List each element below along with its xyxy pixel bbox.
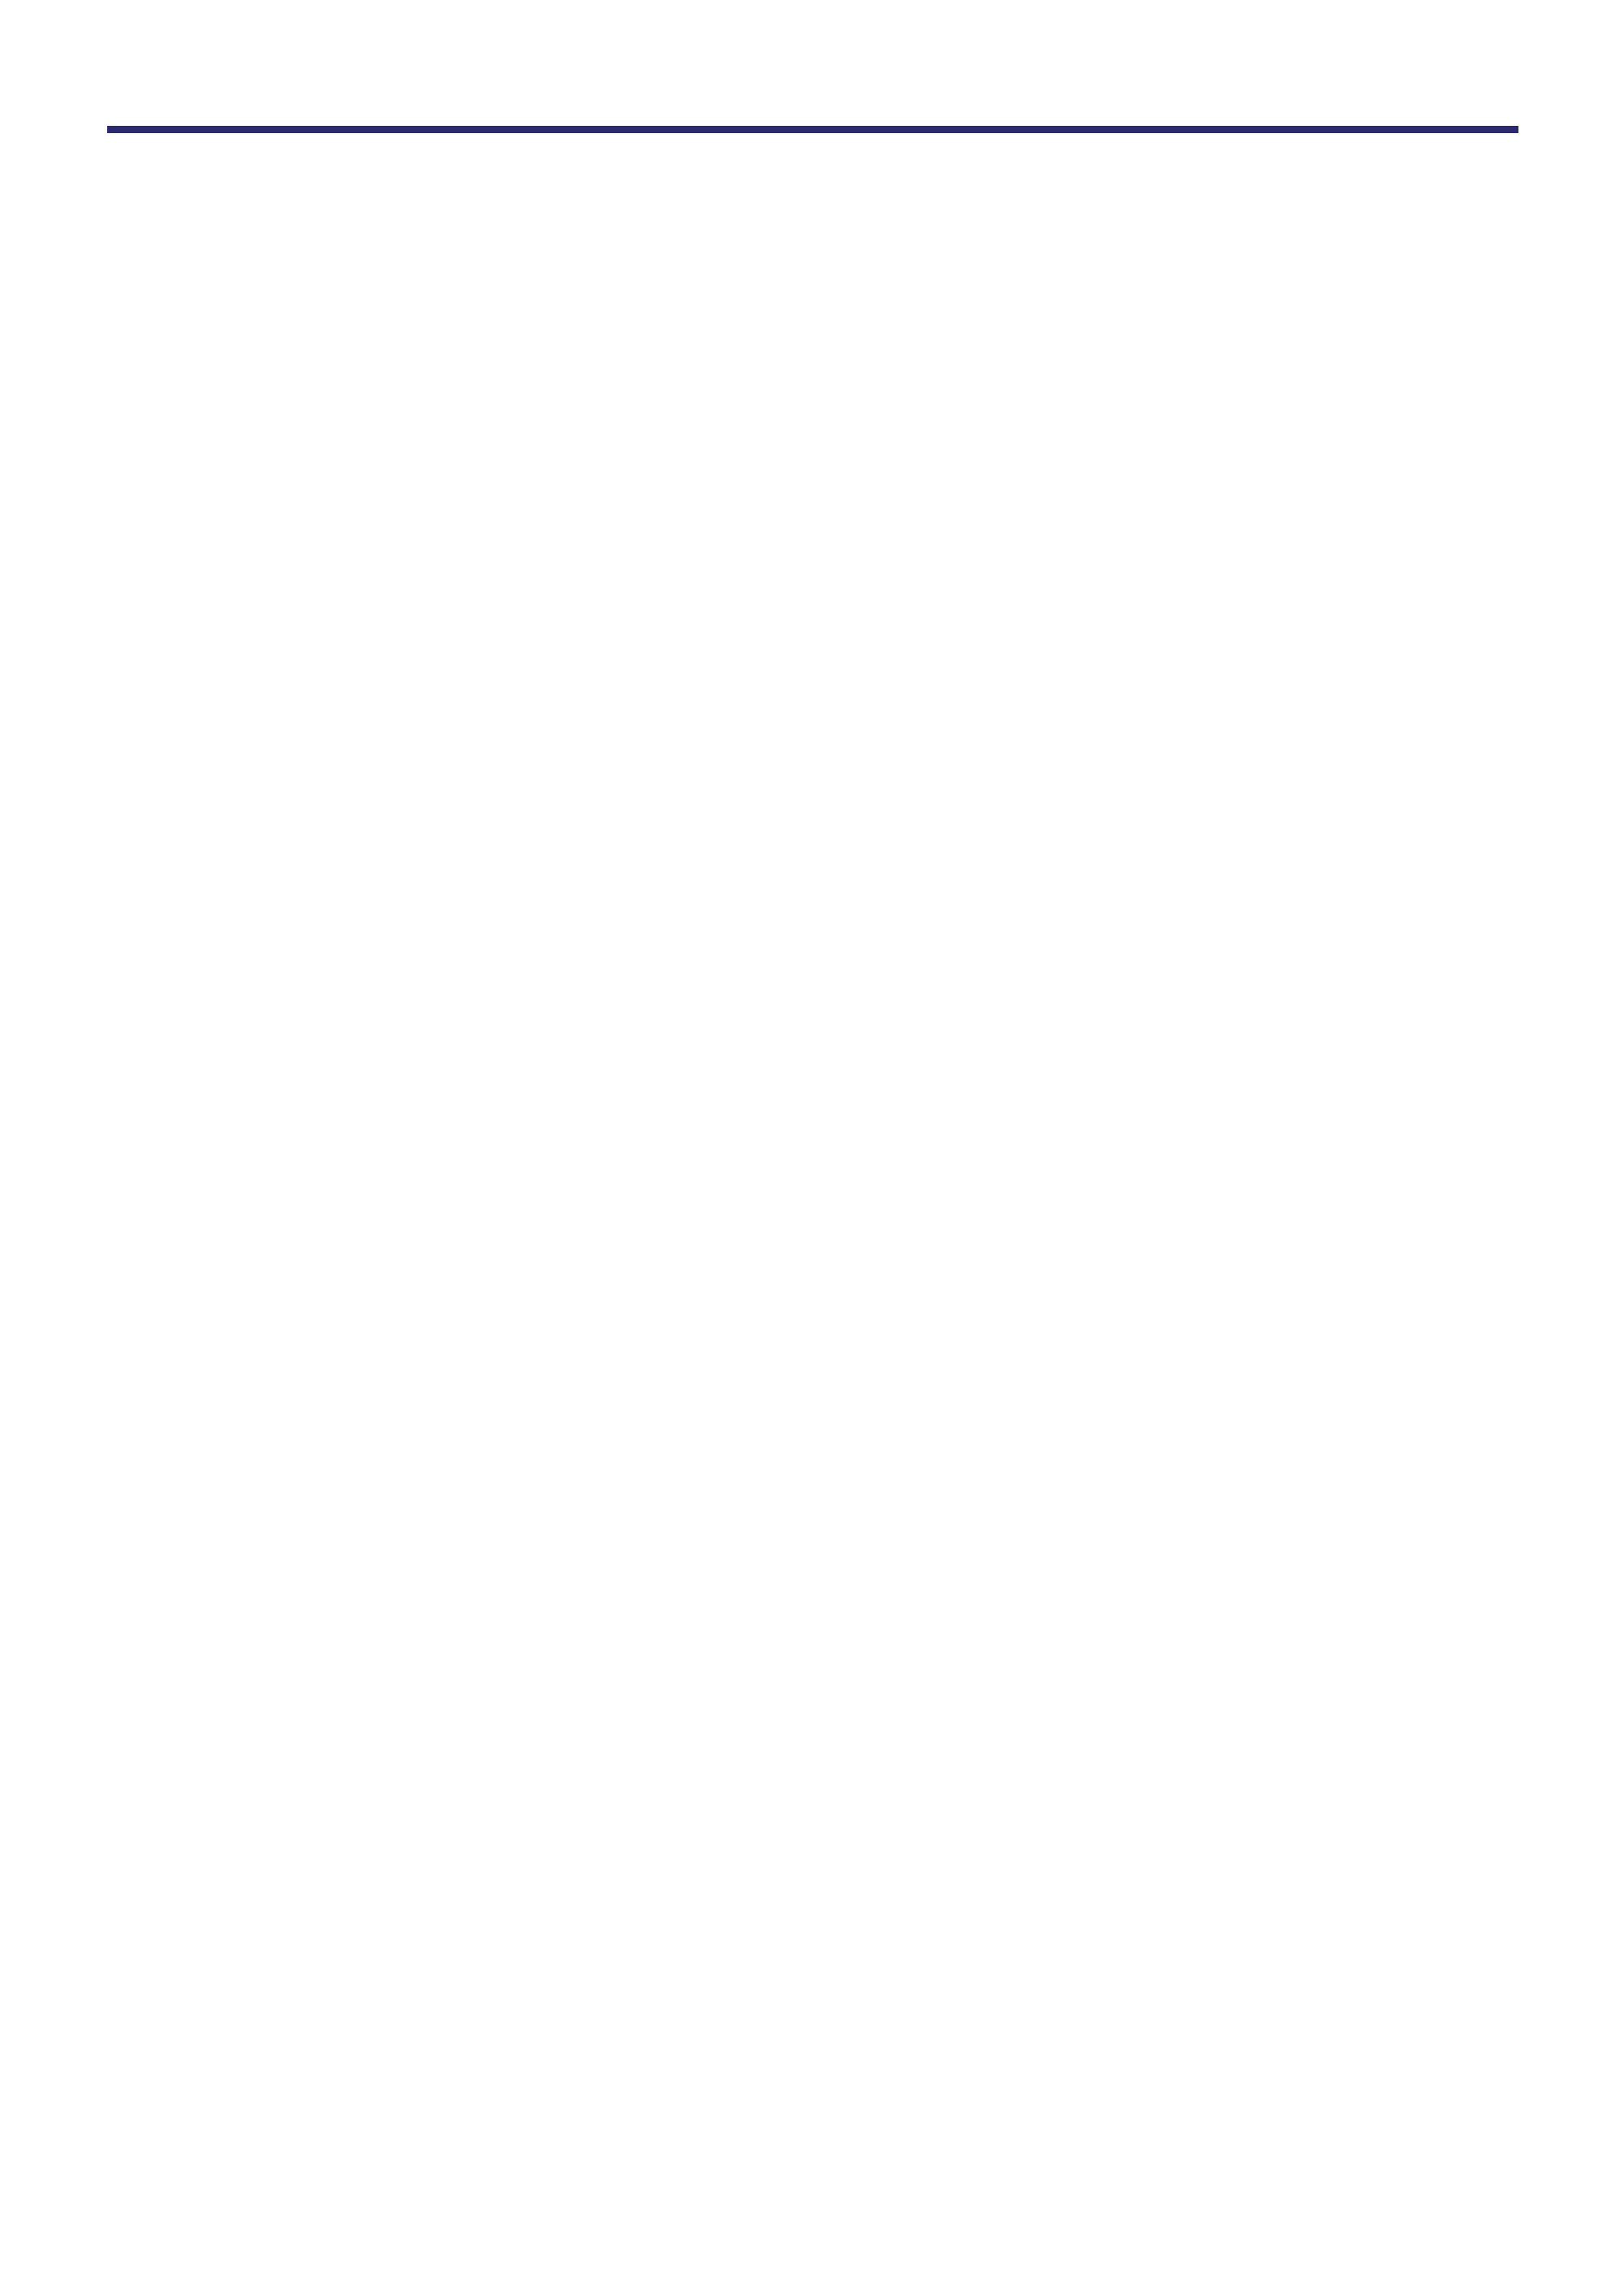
page-header-rule bbox=[107, 126, 1518, 133]
acf-chart-canvas bbox=[97, 273, 739, 654]
pacf-chart bbox=[757, 268, 1471, 654]
acf-pacf-figure bbox=[97, 268, 1527, 690]
acf-chart bbox=[97, 268, 739, 654]
pacf-plot-svg bbox=[757, 273, 1471, 654]
pacf-chart-canvas bbox=[757, 273, 1471, 654]
acf-plot-svg bbox=[97, 273, 739, 654]
